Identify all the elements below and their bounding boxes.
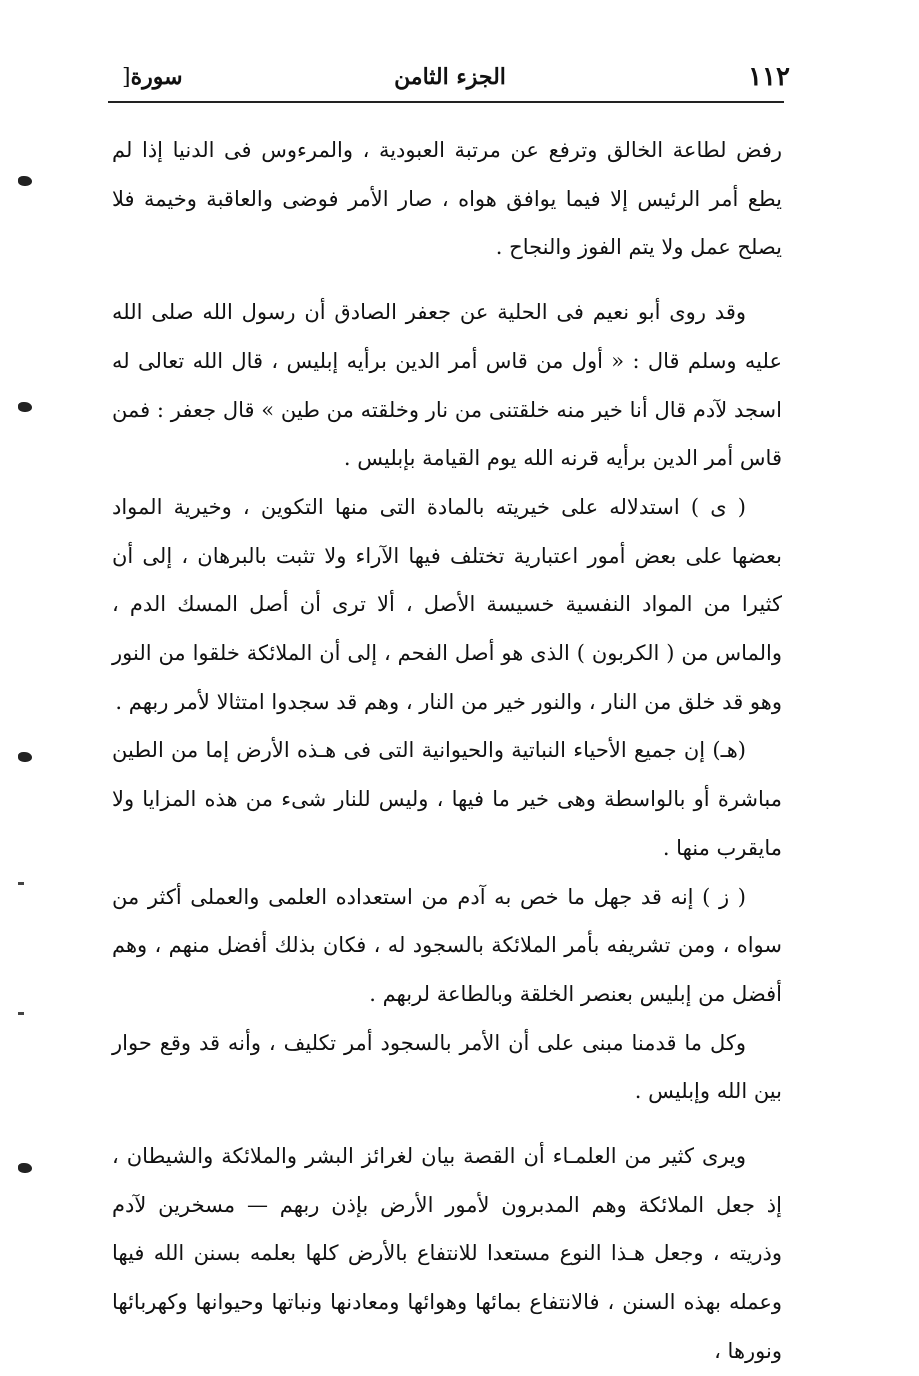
margin-ink-speck bbox=[18, 882, 24, 885]
header-rule bbox=[108, 101, 784, 103]
paragraph-6: وكل ما قدمنا مبنى على أن الأمر بالسجود أمر تكليف ، وأنه قد وقع حوار بين الله وإبليس . bbox=[112, 1030, 782, 1104]
paragraph-4: (هـ) إن جميع الأحياء النباتية والحيوانية التى فى هـذه الأرض إما من الطين مباشرة أو بالواسطة وهى خير ما فيها ، وليس للنار شىء من هذه المزايا ولا مايقرب منها . bbox=[112, 738, 782, 860]
margin-ink-mark bbox=[18, 402, 32, 412]
paragraph-3: ( ى ) استدلاله على خيريته بالمادة التى منها التكوين ، وخيرية المواد بعضها على بعض أمور اعتبارية تختلف فيها الآراء ولا تثبت بالبرهان ، إلى أن كثيرا من المواد النفسية خسيسة الأصل ، ألا ترى أن أصل المسك الدم ، والماس من ( الكربون ) الذى هو أصل الفحم ، إلى أن الملائكة خلقوا من النور وهو قد خلق من النار ، والنور خير من النار ، وهم قد سجدوا امتثالا لأمر ربهم . bbox=[112, 494, 782, 714]
margin-ink-mark bbox=[18, 752, 32, 762]
paragraph-7: ويرى كثير من العلمـاء أن القصة بيان لغرائز البشر والملائكة والشيطان ، إذ جعل الملائكة وهم المدبرون لأمور الأرض بإذن ربهم — مسخرين لآدم وذريته ، وجعل هـذا النوع مستعدا للانتفاع بالأرض كلها بعلمه بسنن الله فيها وعمله بهذه السنن ، فالانتفاع بمائها وهوائها ومعادنها ونباتها وحيوانها وكهربائها ونورها ، bbox=[112, 1144, 782, 1363]
margin-ink-mark bbox=[18, 1163, 32, 1173]
paragraph-1: رفض لطاعة الخالق وترفع عن مرتبة العبودية ، والمرءوس فى الدنيا إذا لم يطع أمر الرئيس إلا فيما يوافق هواه ، صار الأمر فوضى والعاقبة وخيمة فلا يصلح عمل ولا يتم الفوز والنجاح . bbox=[112, 138, 782, 260]
surah-label bbox=[116, 64, 183, 90]
page-number: ١١٢ bbox=[748, 62, 790, 92]
margin-ink-speck bbox=[18, 1012, 24, 1015]
margin-ink-mark bbox=[18, 176, 32, 186]
paragraph-2: وقد روى أبو نعيم فى الحلية عن جعفر الصادق أن رسول الله صلى الله عليه وسلم قال : « أول من قاس أمر الدين برأيه إبليس ، قال الله تعالى له اسجد لآدم قال أنا خير منه خلقتنى من نار وخلقته من طين » قال جعفر : فمن قاس أمر الدين برأيه قرنه الله يوم القيامة بإبليس . bbox=[112, 300, 782, 471]
page-header bbox=[110, 58, 790, 98]
header-bracket: [ bbox=[122, 65, 131, 90]
part-title: الجزء الثامن bbox=[394, 64, 506, 90]
surah-word: سورة bbox=[130, 64, 183, 90]
paragraph-5: ( ز ) إنه قد جهل ما خص به آدم من استعداده العلمى والعملى أكثر من سواه ، ومن تشريفه بأمر الملائكة بالسجود له ، فكان بذلك أفضل منهم ، وهم أفضل من إبليس بعنصر الخلقة وبالطاعة لربهم . bbox=[112, 884, 782, 1006]
body-text bbox=[112, 126, 782, 1376]
